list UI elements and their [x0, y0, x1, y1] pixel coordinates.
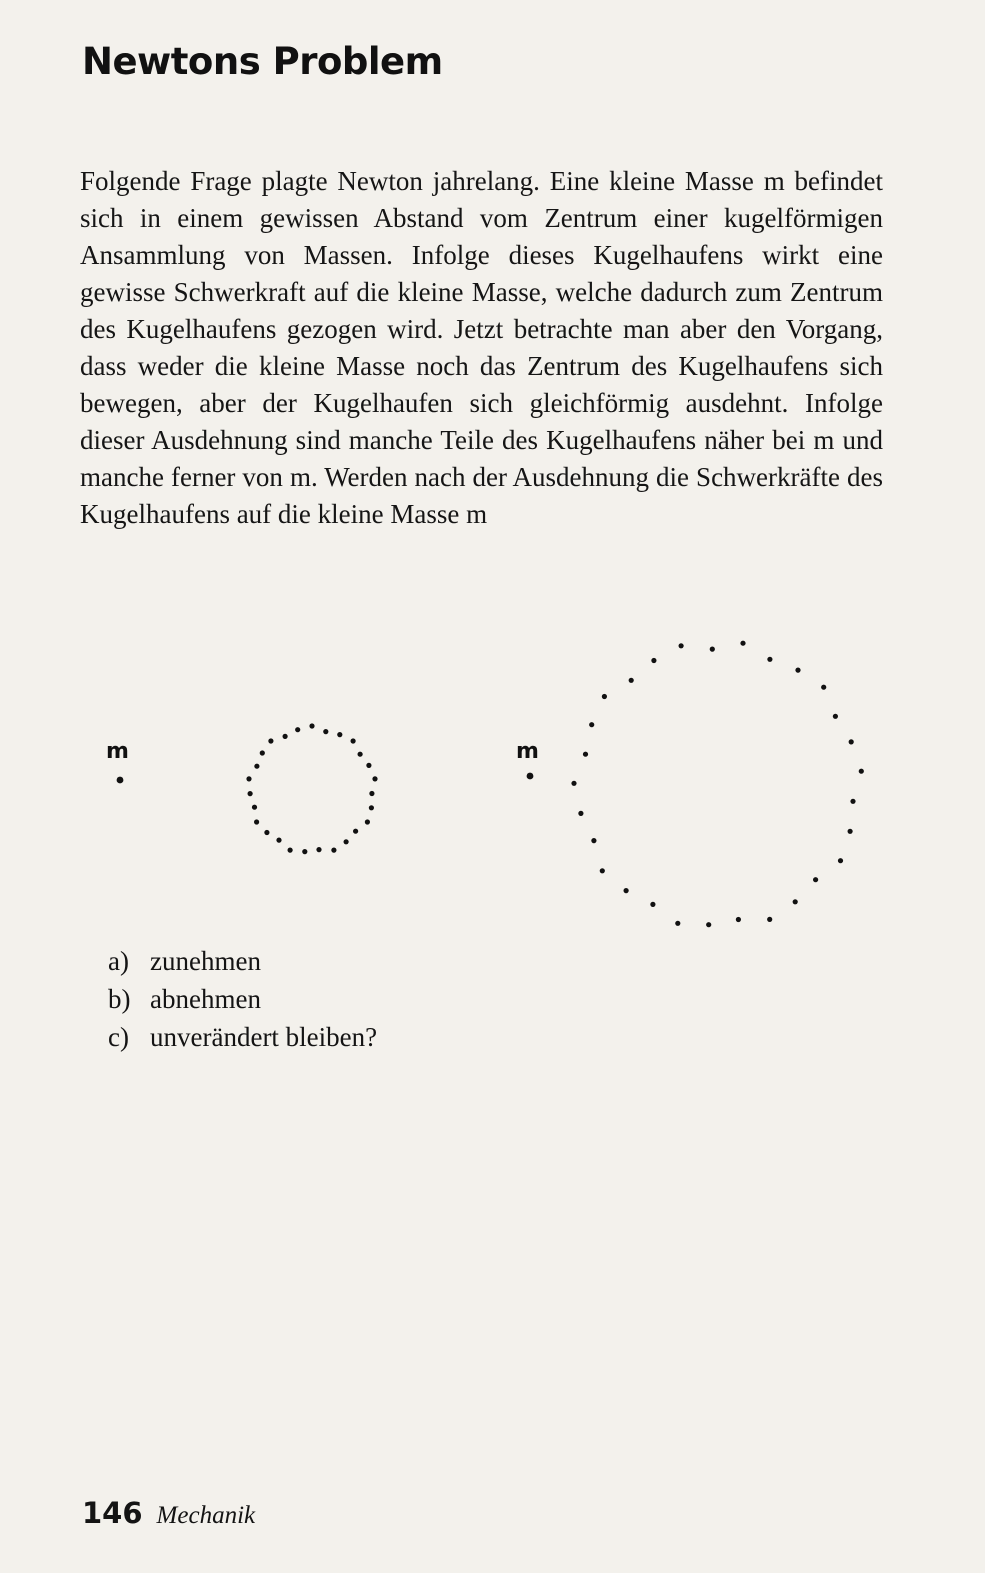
option-c-text: unverändert bleiben? — [150, 1022, 378, 1052]
small-cluster-dot — [252, 805, 257, 810]
mass-point-before — [117, 777, 124, 784]
expanded-cluster-dot — [624, 888, 629, 893]
small-cluster-dot — [268, 738, 273, 743]
expanded-cluster-dot — [589, 722, 594, 727]
expanded-cluster-dot — [591, 838, 596, 843]
expanded-cluster-dot — [859, 769, 864, 774]
expanded-cluster-dot — [602, 694, 607, 699]
option-a — [108, 942, 377, 980]
small-cluster-dot — [254, 764, 259, 769]
expanded-cluster-dot — [600, 868, 605, 873]
small-cluster-dot — [309, 723, 314, 728]
expanded-cluster-dot — [651, 658, 656, 663]
expanded-cluster-dot — [740, 641, 745, 646]
small-cluster-dot — [337, 732, 342, 737]
small-cluster-dot — [366, 763, 371, 768]
mass-point-after — [527, 773, 534, 780]
small-cluster-dot — [264, 830, 269, 835]
answer-options — [108, 942, 377, 1056]
section-name: Mechanik — [156, 1502, 256, 1529]
expanded-cluster-dot — [578, 811, 583, 816]
expanded-cluster-dot — [813, 877, 818, 882]
small-cluster-dot — [369, 805, 374, 810]
mass-label-after: m — [516, 739, 539, 764]
option-a-text: zunehmen — [150, 946, 261, 976]
page-title: Newtons Problem — [82, 40, 443, 83]
expanded-cluster-dot — [629, 678, 634, 683]
small-cluster-dot — [331, 848, 336, 853]
option-c — [108, 1018, 377, 1056]
option-b-letter: b) — [108, 984, 131, 1014]
small-cluster-dot — [365, 819, 370, 824]
small-cluster-dot — [283, 734, 288, 739]
problem-text: Folgende Frage plagte Newton jahrelang. Eine kleine Masse m befindet sich in einem gewissen Abstand vom Zentrum einer kugelförmigen Ansammlung von Massen. Infolge dieses Kugelhaufens wirkt eine gewisse Schwerkraft auf die kleine Masse, welche dadurch zum Zentrum des Kugelhaufens gezogen wird. Jetzt betrachte man aber den Vorgang, dass weder die kleine Masse noch das Zentrum des Kugelhaufens sich bewegen, aber der Kugelhaufen sich gleichförmig ausdehnt. Infolge dieser Ausdehnung sind manche Teile des Kugelhaufens näher bei m und manche ferner von m. Werden nach der Ausdehnung die Schwerkräfte des Kugelhaufens auf die kleine Masse m — [80, 166, 883, 529]
small-cluster-dot — [351, 738, 356, 743]
mass-label-before: m — [106, 739, 129, 764]
expanded-cluster-dot — [767, 917, 772, 922]
expanded-cluster-dot — [583, 752, 588, 757]
small-cluster-dot — [288, 848, 293, 853]
option-b-text: abnehmen — [150, 984, 261, 1014]
small-cluster-dot — [344, 839, 349, 844]
small-cluster-dot — [323, 729, 328, 734]
small-cluster-dot — [248, 791, 253, 796]
expanded-cluster-dot — [848, 829, 853, 834]
expanded-cluster-dot — [710, 647, 715, 652]
expanded-cluster-dot — [571, 781, 576, 786]
expansion-diagram — [0, 610, 985, 940]
option-c-letter: c) — [108, 1022, 129, 1052]
page-number: 146 — [82, 1496, 143, 1530]
expanded-cluster-dot — [793, 899, 798, 904]
small-cluster-dot — [372, 776, 377, 781]
small-cluster-dot — [302, 849, 307, 854]
small-cluster-dot — [369, 791, 374, 796]
expanded-cluster-dot — [833, 714, 838, 719]
expanded-cluster-dot — [850, 799, 855, 804]
option-b — [108, 980, 377, 1018]
expanded-cluster-dot — [838, 858, 843, 863]
expanded-cluster-dot — [795, 668, 800, 673]
expanded-cluster-dot — [675, 921, 680, 926]
small-cluster-dot — [276, 838, 281, 843]
page-footer — [82, 1496, 255, 1530]
expanded-sphere-cluster — [571, 641, 864, 928]
small-cluster-dot — [260, 750, 265, 755]
small-cluster-dot — [246, 776, 251, 781]
small-cluster-dot — [316, 847, 321, 852]
expanded-cluster-dot — [679, 643, 684, 648]
expanded-cluster-dot — [767, 657, 772, 662]
before-expansion — [106, 723, 378, 854]
expanded-cluster-dot — [650, 902, 655, 907]
small-cluster-dot — [358, 752, 363, 757]
small-sphere-cluster — [246, 723, 377, 854]
expanded-cluster-dot — [736, 917, 741, 922]
small-cluster-dot — [254, 819, 259, 824]
expanded-cluster-dot — [821, 685, 826, 690]
expanded-cluster-dot — [706, 922, 711, 927]
small-cluster-dot — [353, 829, 358, 834]
small-cluster-dot — [295, 727, 300, 732]
expanded-cluster-dot — [849, 739, 854, 744]
option-a-letter: a) — [108, 946, 129, 976]
after-expansion — [516, 641, 864, 928]
